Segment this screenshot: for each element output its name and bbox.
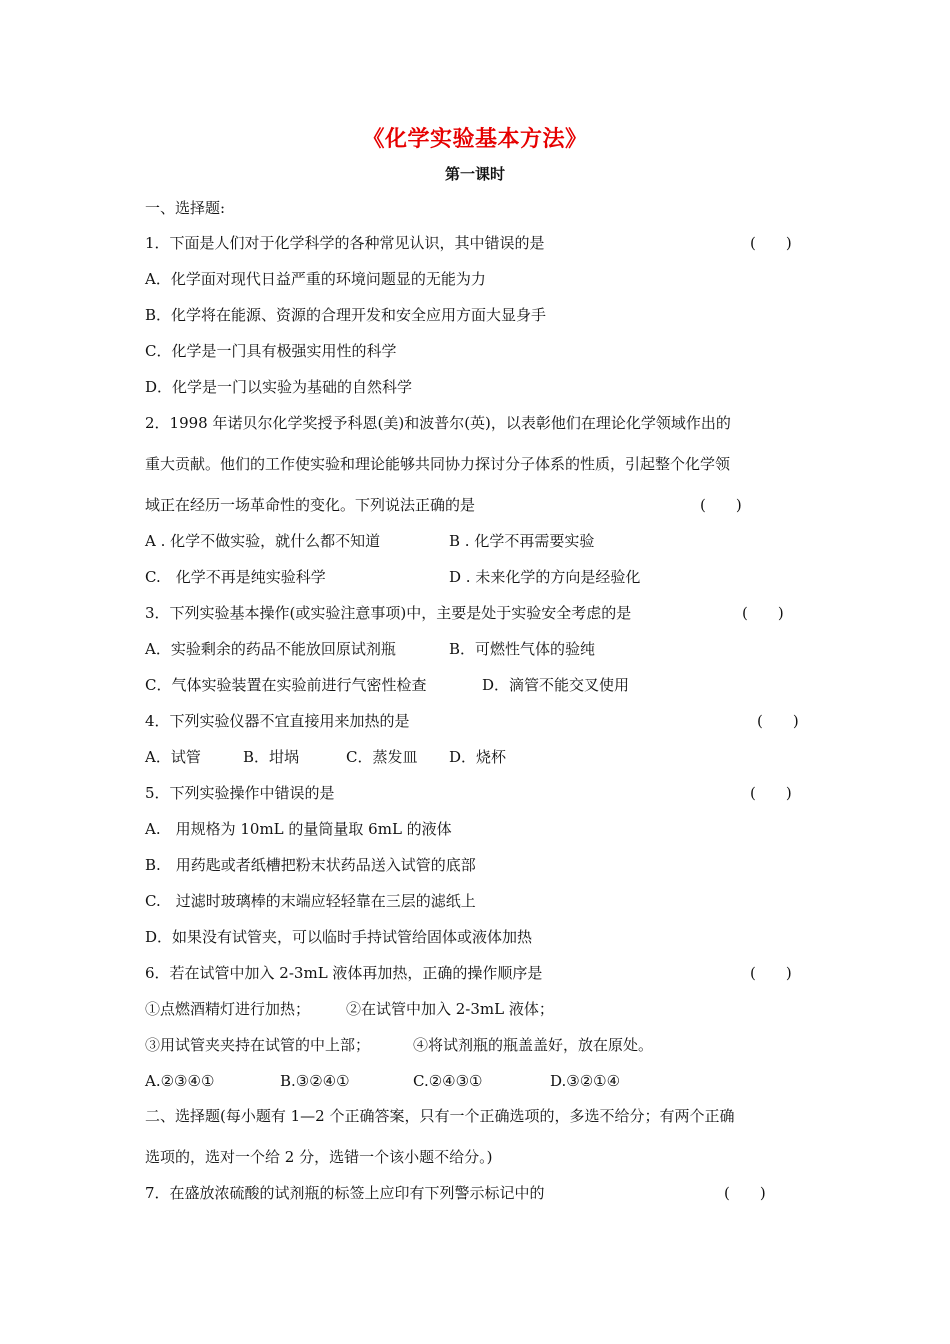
q6-stem: 6．若在试管中加入 2-3mL 液体再加热，正确的操作顺序是 [145,964,543,982]
q5-option-b: B. 用药匙或者纸槽把粉末状药品送入试管的底部 [145,856,476,874]
q2-stem-line3: 域正在经历一场革命性的变化。下列说法正确的是 [145,496,476,514]
q6-step-2: ②在试管中加入 2-3mL 液体； [346,1000,554,1018]
q6-step-3: ③用试管夹夹持在试管的中上部； [145,1036,371,1054]
q6-step-4: ④将试剂瓶的瓶盖盖好，放在原处。 [413,1036,654,1054]
q2-answer-paren: ( ) [700,496,742,514]
q5-option-d: D．如果没有试管夹，可以临时手持试管给固体或液体加热 [145,928,533,946]
q4-option-d: D．烧杯 [449,748,507,766]
q2-stem-line1: 2．1998 年诺贝尔化学奖授予科恩(美)和波普尔(英)，以表彰他们在理论化学领域作出的 [145,414,731,432]
section-2-heading-line1: 二、选择题(每小题有 1—2 个正确答案，只有一个正确选项的，多选不给分；有两个正确 [145,1107,735,1125]
q1-answer-paren: ( ) [750,234,792,252]
q6-step-1: ①点燃酒精灯进行加热； [145,1000,311,1018]
q6-option-a: A.②③④① [145,1072,215,1090]
q5-option-a: A. 用规格为 10mL 的量筒量取 6mL 的液体 [145,820,452,838]
q6-option-c: C.②④③① [413,1072,483,1090]
q4-stem: 4．下列实验仪器不宜直接用来加热的是 [145,712,410,730]
q3-option-a: A．实验剩余的药品不能放回原试剂瓶 [145,640,396,658]
q1-option-d: D．化学是一门以实验为基础的自然科学 [145,378,413,396]
q3-answer-paren: ( ) [742,604,784,622]
document-subtitle: 第一课时 [444,165,505,183]
q4-answer-paren: ( ) [757,712,799,730]
q5-stem: 5．下列实验操作中错误的是 [145,784,335,802]
q6-option-d: D.③②①④ [550,1072,621,1090]
q1-option-a: A．化学面对现代日益严重的环境问题显的无能为力 [145,270,486,288]
q7-stem: 7．在盛放浓硫酸的试剂瓶的标签上应印有下列警示标记中的 [145,1184,545,1202]
q7-answer-paren: ( ) [724,1184,766,1202]
section-1-heading: 一、选择题: [145,199,226,217]
q1-option-c: C．化学是一门具有极强实用性的科学 [145,342,397,360]
q4-option-a: A．试管 [145,748,201,766]
q4-option-c: C．蒸发皿 [346,748,418,766]
q1-option-b: B．化学将在能源、资源的合理开发和安全应用方面大显身手 [145,306,547,324]
q2-option-a: A . 化学不做实验，就什么都不知道 [145,532,381,550]
q1-stem: 1．下面是人们对于化学科学的各种常见认识，其中错误的是 [145,234,545,252]
q3-option-c: C．气体实验装置在实验前进行气密性检查 [145,676,427,694]
q2-option-d: D . 未来化学的方向是经验化 [449,568,641,586]
q2-option-c: C. 化学不再是纯实验科学 [145,568,326,586]
q5-answer-paren: ( ) [750,784,792,802]
q4-option-b: B．坩埚 [243,748,300,766]
q3-option-d: D．滴管不能交叉使用 [482,676,630,694]
q3-stem: 3．下列实验基本操作(或实验注意事项)中，主要是处于实验安全考虑的是 [145,604,632,622]
q3-option-b: B．可燃性气体的验纯 [449,640,596,658]
q5-option-c: C. 过滤时玻璃棒的末端应轻轻靠在三层的滤纸上 [145,892,476,910]
q2-option-b: B . 化学不再需要实验 [449,532,595,550]
q6-option-b: B.③②④① [280,1072,350,1090]
q2-stem-line2: 重大贡献。他们的工作使实验和理论能够共同协力探讨分子体系的性质，引起整个化学领 [145,455,731,473]
document-title: 《化学实验基本方法》 [362,127,588,152]
q6-answer-paren: ( ) [750,964,792,982]
section-2-heading-line2: 选项的，选对一个给 2 分，选错一个该小题不给分。) [145,1148,493,1166]
